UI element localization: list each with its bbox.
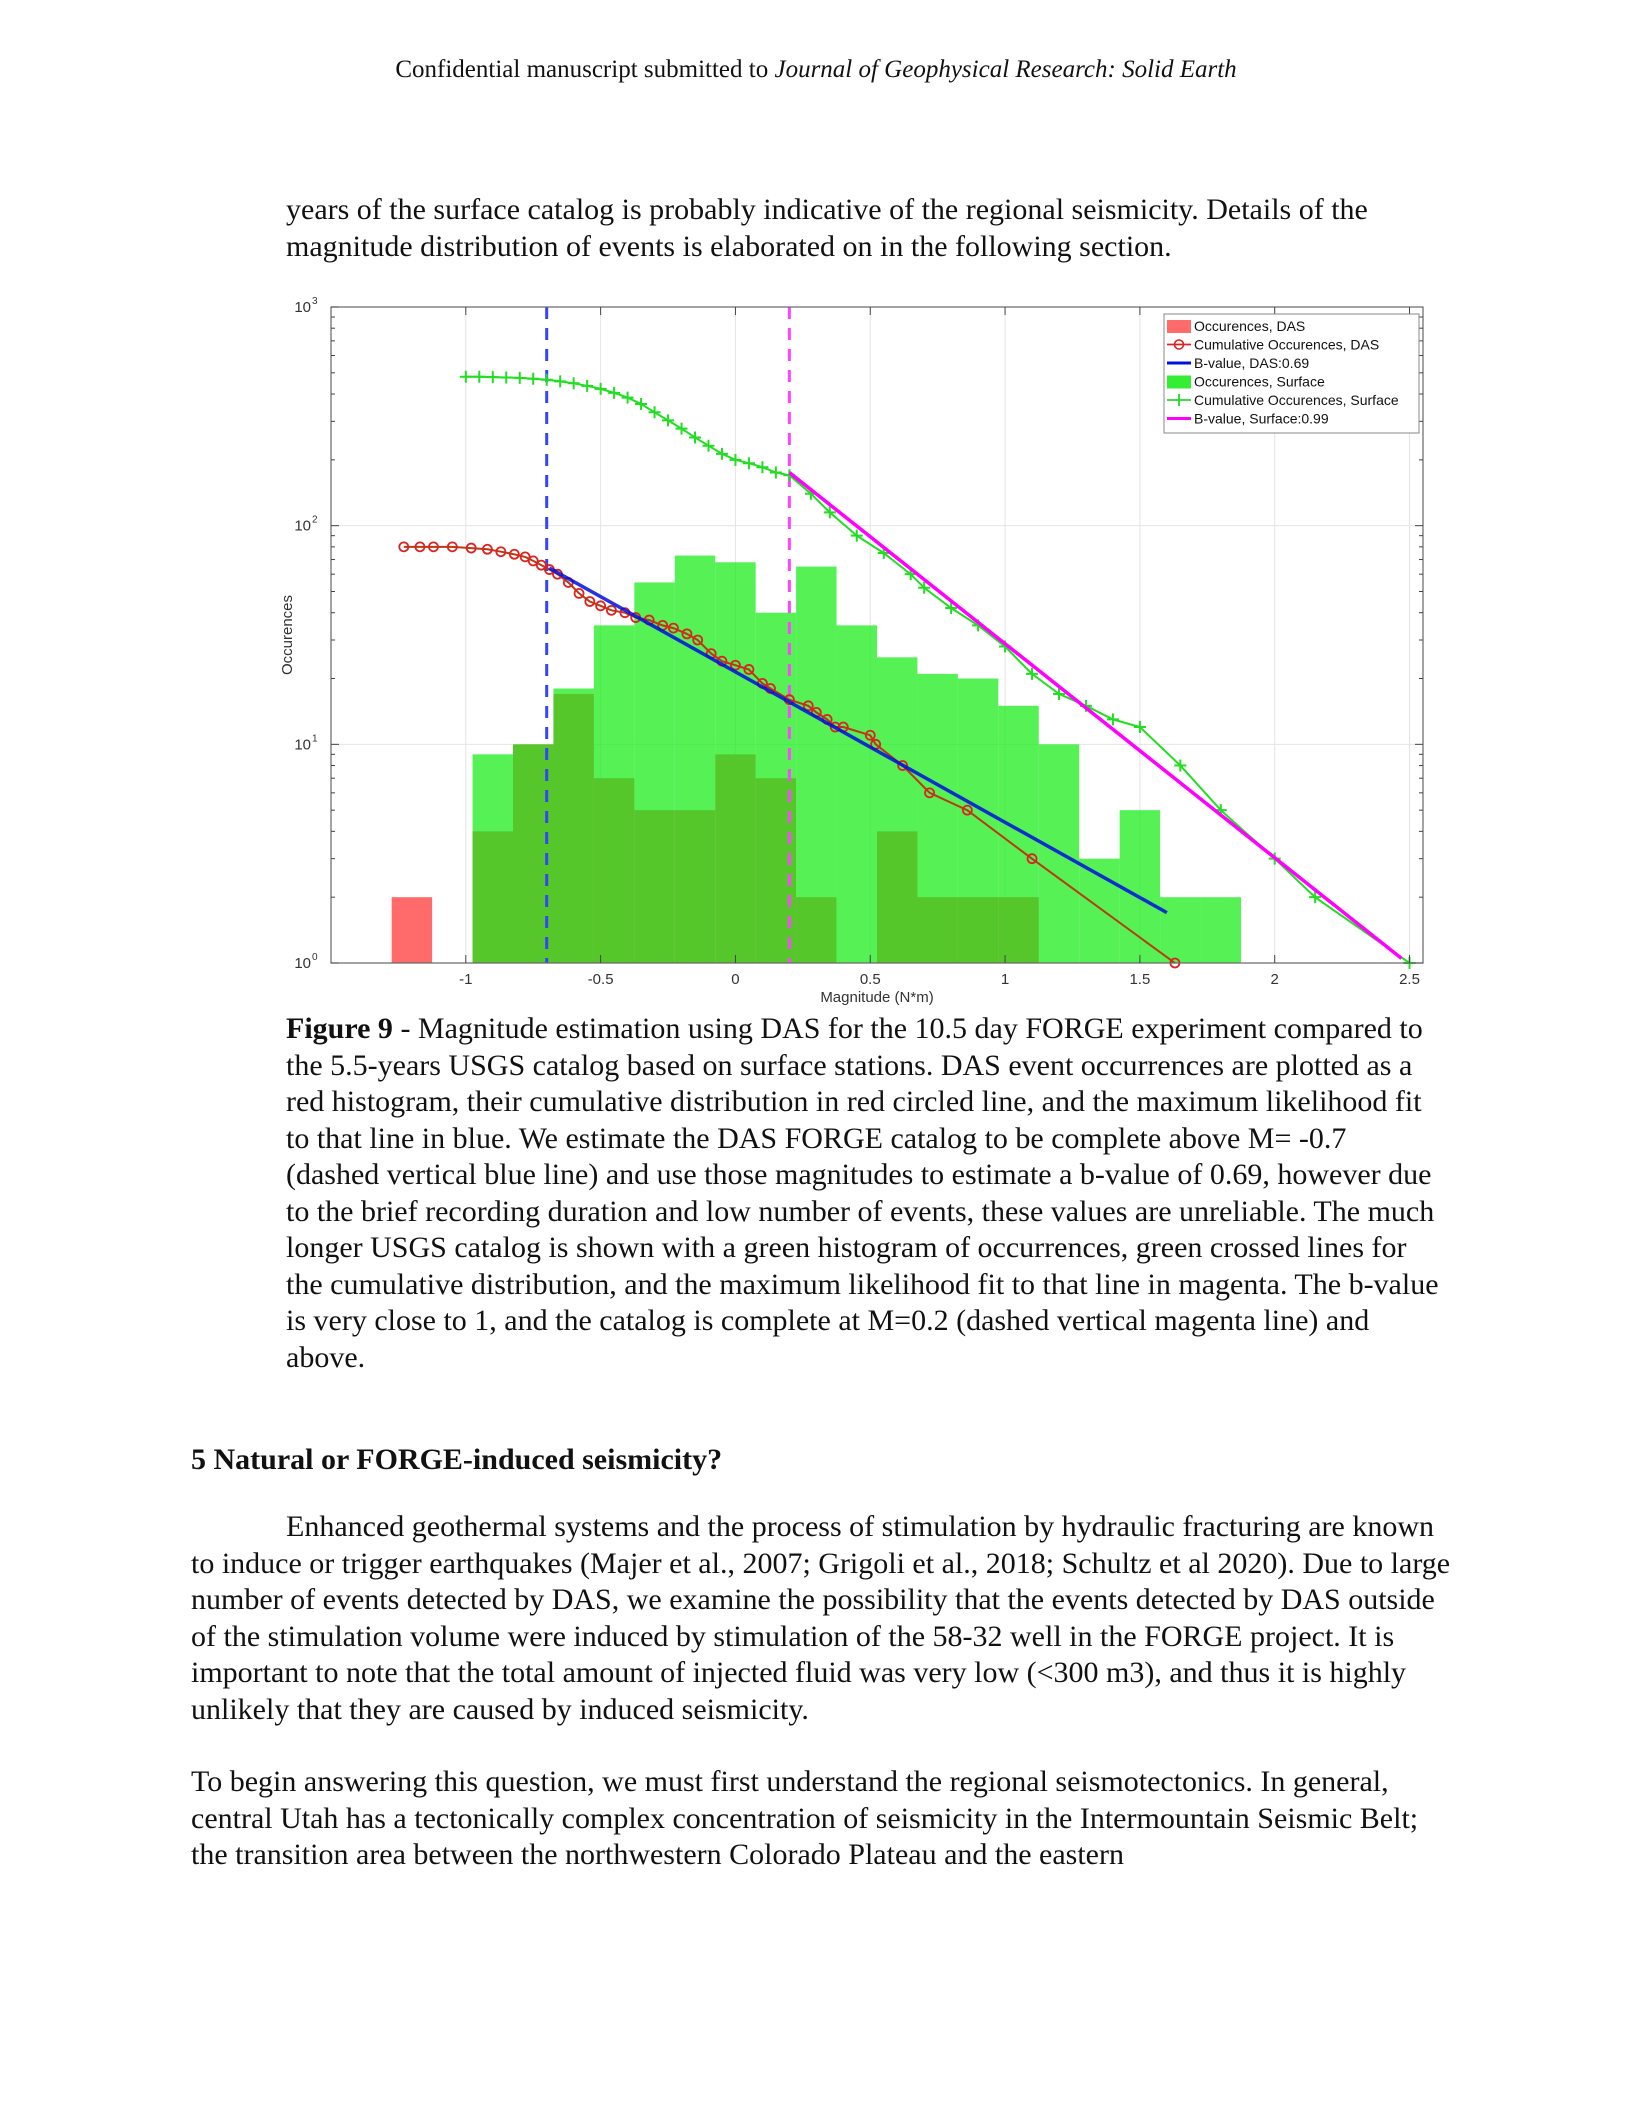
legend-swatch <box>1167 376 1191 389</box>
surface-histogram-bar <box>594 625 634 963</box>
magnitude-chart <box>275 296 1455 1016</box>
surface-histogram-bar <box>837 625 877 963</box>
surface-histogram-bar <box>1201 897 1241 963</box>
das-histogram-bar <box>392 897 432 963</box>
surface-histogram-bar <box>634 582 674 963</box>
x-tick-label: 2 <box>1270 971 1279 988</box>
y-tick-exponent: 0 <box>312 952 318 963</box>
surface-histogram-bar <box>675 556 715 963</box>
y-tick-exponent: 2 <box>312 514 318 526</box>
legend-label: B-value, Surface:0.99 <box>1194 410 1329 427</box>
section-heading: 5 Natural or FORGE-induced seismicity? <box>191 1443 723 1476</box>
running-header <box>0 56 1632 84</box>
intro-paragraph: years of the surface catalog is probably indicative of the regional seismicity. Details of the magnitude distribution of events is elaborated on in the following section. <box>286 193 1368 263</box>
x-tick-label: 1 <box>1000 971 1010 988</box>
body-paragraph-1 <box>191 1509 1451 1728</box>
legend-label: Occurences, DAS <box>1194 318 1306 334</box>
legend-label: Cumulative Occurences, Surface <box>1194 392 1399 408</box>
surface-histogram-bar <box>998 706 1038 963</box>
y-axis-label: Occurences <box>279 594 296 676</box>
x-tick-label: -1 <box>459 971 473 988</box>
surface-histogram-bar <box>877 657 917 963</box>
journal-name: Journal of Geophysical Research: Solid Earth <box>774 56 1237 83</box>
header-prefix: Confidential manuscript submitted to <box>395 56 775 83</box>
x-tick-label: 0.5 <box>859 971 881 988</box>
figure-label: Figure 9 <box>286 1012 393 1045</box>
y-tick-label: 10 <box>294 955 311 972</box>
figure-caption-text: - Magnitude estimation using DAS for the 10.5 day FORGE experiment compared to the 5.5-years USGS catalog based on surface stations. DAS event occurrences are plotted as a red histogram, their cumulative distribution in red circled line, and the maximum likelihood fit to that line in blue. We estimate the DAS FORGE catalog to be complete above M= -0.7 (dashed vertical blue line) and use those magnitudes to estimate a b-value of 0.69, however due to the brief recording duration and low number of events, these values are unreliable. The much longer USGS catalog is shown with a green histogram of occurrences, green crossed lines for the cumulative distribution, and the maximum likelihood fit to that line in magenta. The b-value is very close to 1, and the catalog is complete at M=0.2 (dashed vertical magenta line) and above. <box>286 1012 1439 1374</box>
surface-histogram-bar <box>473 754 513 963</box>
x-tick-label: -0.5 <box>587 971 614 988</box>
surface-histogram-bar <box>796 567 836 963</box>
x-tick-label: 2.5 <box>1399 971 1420 988</box>
y-tick-label: 10 <box>294 299 311 316</box>
y-tick-exponent: 3 <box>312 296 318 307</box>
body-paragraph-1-text: Enhanced geothermal systems and the process of stimulation by hydraulic fracturing are known to induce or trigger earthquakes (Majer et al., 2007; Grigoli et al., 2018; Schultz et al 2020). Due to large number of events detected by DAS, we examine the possibility that the events detected by DAS outside of the stimulation volume were induced by stimulation of the 58-32 well in the FORGE project. It is important to note that the total amount of injected fluid was very low (<300 m3), and thus it is highly unlikely that they are caused by induced seismicity. <box>191 1510 1451 1726</box>
legend-label: B-value, DAS:0.69 <box>1194 355 1310 371</box>
legend-label: Occurences, Surface <box>1194 373 1325 390</box>
surface-histogram-bar <box>1160 897 1200 963</box>
x-axis-label: Magnitude (N*m) <box>820 989 934 1006</box>
legend-label: Cumulative Occurences, DAS <box>1194 336 1380 353</box>
surface-histogram-bar <box>958 679 998 963</box>
surface-histogram-bar <box>715 562 755 963</box>
surface-histogram-bar <box>1120 810 1160 963</box>
y-tick-exponent: 1 <box>312 733 318 745</box>
body-paragraph-2: To begin answering this question, we must first understand the regional seismotectonics. In general, central Utah has a tectonically complex concentration of seismicity in the Intermountain Seismic Belt; the transition area between the northwestern Colorado Plateau and the eastern <box>191 1765 1419 1871</box>
legend-swatch <box>1167 320 1191 333</box>
y-tick-label: 10 <box>294 736 311 754</box>
x-tick-label: 1.5 <box>1129 971 1151 988</box>
surface-histogram-bar <box>917 674 957 963</box>
x-tick-label: 0 <box>731 971 740 988</box>
y-tick-label: 10 <box>294 517 311 535</box>
figure-caption <box>286 1011 1446 1376</box>
surface-histogram-bar <box>553 689 593 963</box>
